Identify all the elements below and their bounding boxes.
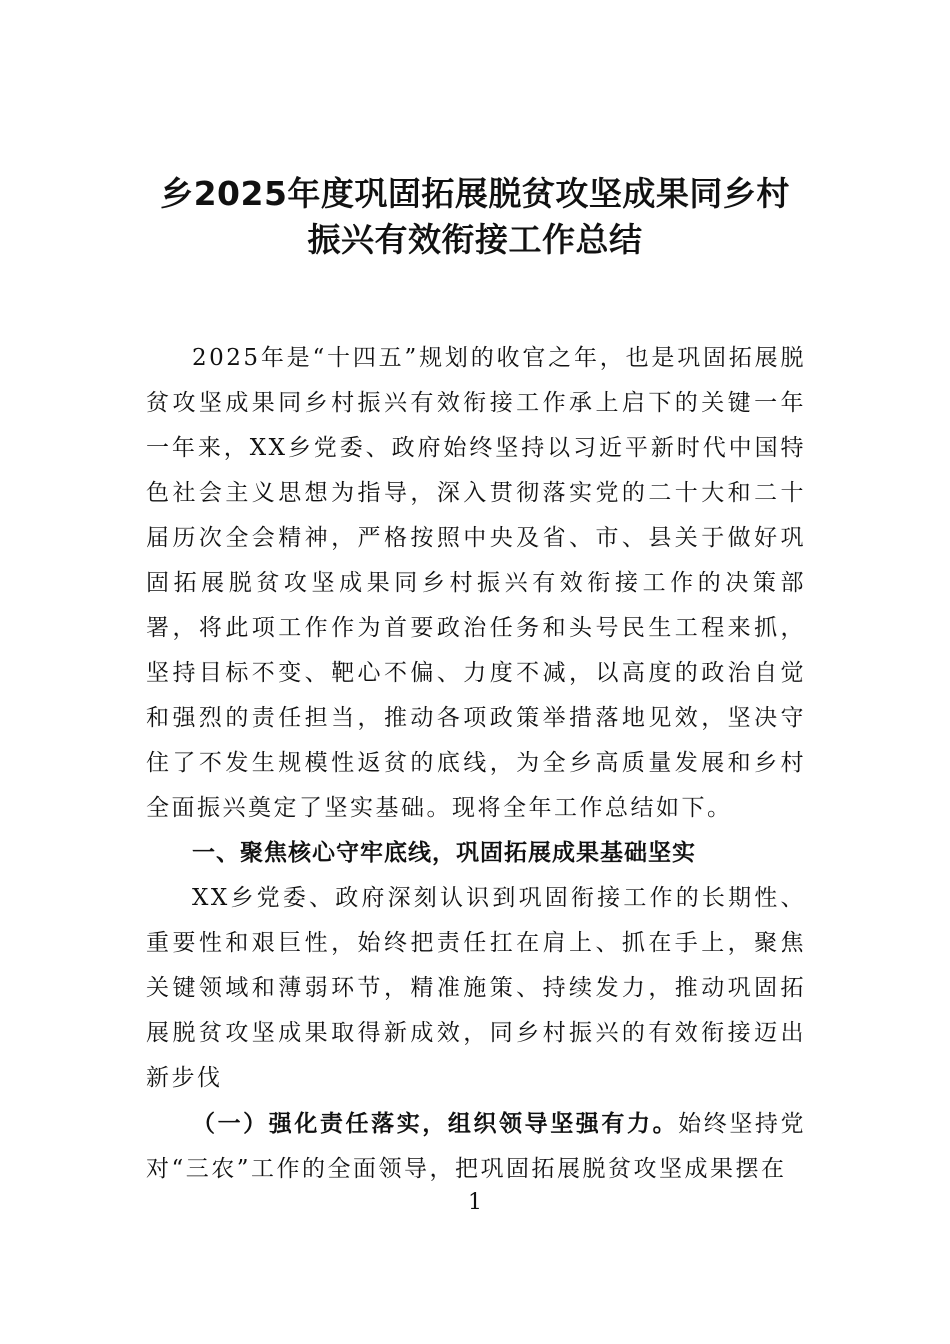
document-title-line-2: 振兴有效衔接工作总结 bbox=[307, 220, 643, 259]
section-1-paragraph: XX乡党委、政府深刻认识到巩固衔接工作的长期性、重要性和艰巨性，始终把责任扛在肩上、抓在手上，聚焦关键领域和薄弱环节，精准施策、持续发力，推动巩固拓展脱贫攻坚成果取得新成效，同乡村振兴的有效衔接迈出新步伐 bbox=[146, 885, 806, 1091]
subsection-1-text: 始终坚持党对“三农”工作的全面领导，把巩固拓展脱贫攻坚成果摆在 bbox=[146, 1111, 807, 1182]
subsection-heading-1: （一）强化责任落实，组织领导坚强有力。 bbox=[192, 1110, 679, 1137]
subsection-1-paragraph bbox=[146, 1101, 806, 1192]
intro-paragraph: 2025年是“十四五”规划的收官之年，也是巩固拓展脱贫攻坚成果同乡村振兴有效衔接工作承上启下的关键一年一年来，XX乡党委、政府始终坚持以习近平新时代中国特色社会主义思想为指导，深入贯彻落实党的二十大和二十届历次全会精神，严格按照中央及省、市、县关于做好巩固拓展脱贫攻坚成果同乡村振兴有效衔接工作的决策部署，将此项工作作为首要政治任务和头号民生工程来抓，坚持目标不变、靶心不偏、力度不减，以高度的政治自觉和强烈的责任担当，推动各项政策举措落地见效，坚决守住了不发生规模性返贫的底线，为全乡高质量发展和乡村全面振兴奠定了坚实基础。现将全年工作总结如下。 bbox=[146, 345, 806, 821]
document-body bbox=[146, 336, 806, 1192]
page-number: 1 bbox=[468, 1190, 482, 1215]
document-title-line-1: 乡2025年度巩固拓展脱贫攻坚成果同乡村 bbox=[160, 174, 790, 213]
section-heading-1: 一、聚焦核心守牢底线，巩固拓展成果基础坚实 bbox=[192, 840, 696, 866]
